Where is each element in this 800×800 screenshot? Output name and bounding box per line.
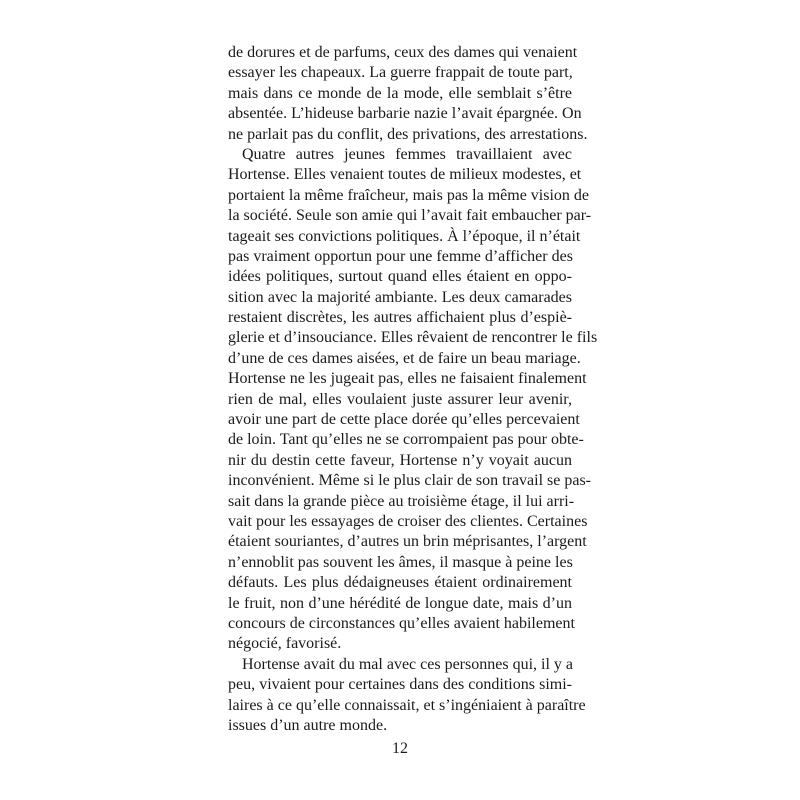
page-number: 12	[392, 740, 408, 757]
text-line: restaient discrètes, les autres affichaient plus d’espiè-	[228, 309, 572, 327]
text-line: étaient souriantes, d’autres un brin méprisantes, l’argent	[228, 533, 587, 551]
text-line: d’une de ces dames aisées, et de faire un beau mariage.	[228, 349, 581, 367]
text-line: de loin. Tant qu’elles ne se corrompaient pas pour obte-	[228, 431, 584, 449]
text-line: Hortense ne les jugeait pas, elles ne faisaient finalement	[228, 370, 587, 388]
text-line: mais dans ce monde de la mode, elle semblait s’être	[228, 84, 572, 102]
text-line: négocié, favorisé.	[228, 635, 342, 653]
text-line: vait pour les essayages de croiser des clientes. Certaines	[228, 512, 588, 530]
text-line: de dorures et de parfums, ceux des dames qui venaient	[228, 44, 578, 61]
text-line: défauts. Les plus dédaigneuses étaient ordinairement	[228, 574, 572, 592]
text-line: n’ennoblit pas souvent les âmes, il masque à peine les	[228, 553, 573, 571]
text-line: tageait ses convictions politiques. À l’époque, il n’était	[228, 227, 581, 245]
text-line: ne parlait pas du conflit, des privations, des arrestations.	[228, 125, 588, 143]
text-line: inconvénient. Même si le plus clair de son travail se pas-	[228, 472, 592, 490]
text-line: laires à ce qu’elle connaissait, et s’ingéniaient à paraître	[228, 696, 586, 714]
text-line: Hortense avait du mal avec ces personnes qui, il y a	[242, 655, 573, 673]
text-line: glerie et d’insouciance. Elles rêvaient de rencontrer le fils	[228, 329, 598, 347]
text-line: rien de mal, elles voulaient juste assurer leur avenir,	[228, 390, 572, 408]
text-line: la société. Seule son amie qui l’avait fait embaucher par-	[228, 207, 592, 225]
text-line: sition avec la majorité ambiante. Les deux camarades	[228, 288, 572, 306]
text-line: Quatre autres jeunes femmes travaillaient avec	[242, 145, 572, 163]
text-line: Hortense. Elles venaient toutes de milieux modestes, et	[228, 166, 582, 184]
text-line: absentée. L’hideuse barbarie nazie l’avait épargnée. On	[228, 105, 582, 123]
text-line: avoir une part de cette place dorée qu’elles percevaient	[228, 411, 580, 429]
text-line: essayer les chapeaux. La guerre frappait de toute part,	[228, 64, 573, 82]
text-line: idées politiques, surtout quand elles étaient en oppo-	[228, 268, 572, 286]
text-line: peu, vivaient pour certaines dans des conditions simi-	[228, 676, 572, 694]
text-line: issues d’un autre monde.	[228, 716, 388, 734]
text-line: sait dans la grande pièce au troisième étage, il lui arri-	[228, 492, 575, 510]
text-line: pas vraiment opportun pour une femme d’afficher des	[228, 247, 573, 265]
text-line: concours de circonstances qu’elles avaient habilement	[228, 614, 575, 632]
text-line: nir du destin cette faveur, Hortense n’y voyait aucun	[228, 451, 572, 469]
body-text	[228, 43, 598, 736]
text-line: le fruit, non d’une hérédité de longue date, mais d’un	[228, 594, 572, 612]
text-line: portaient la même fraîcheur, mais pas la même vision de	[228, 186, 590, 204]
